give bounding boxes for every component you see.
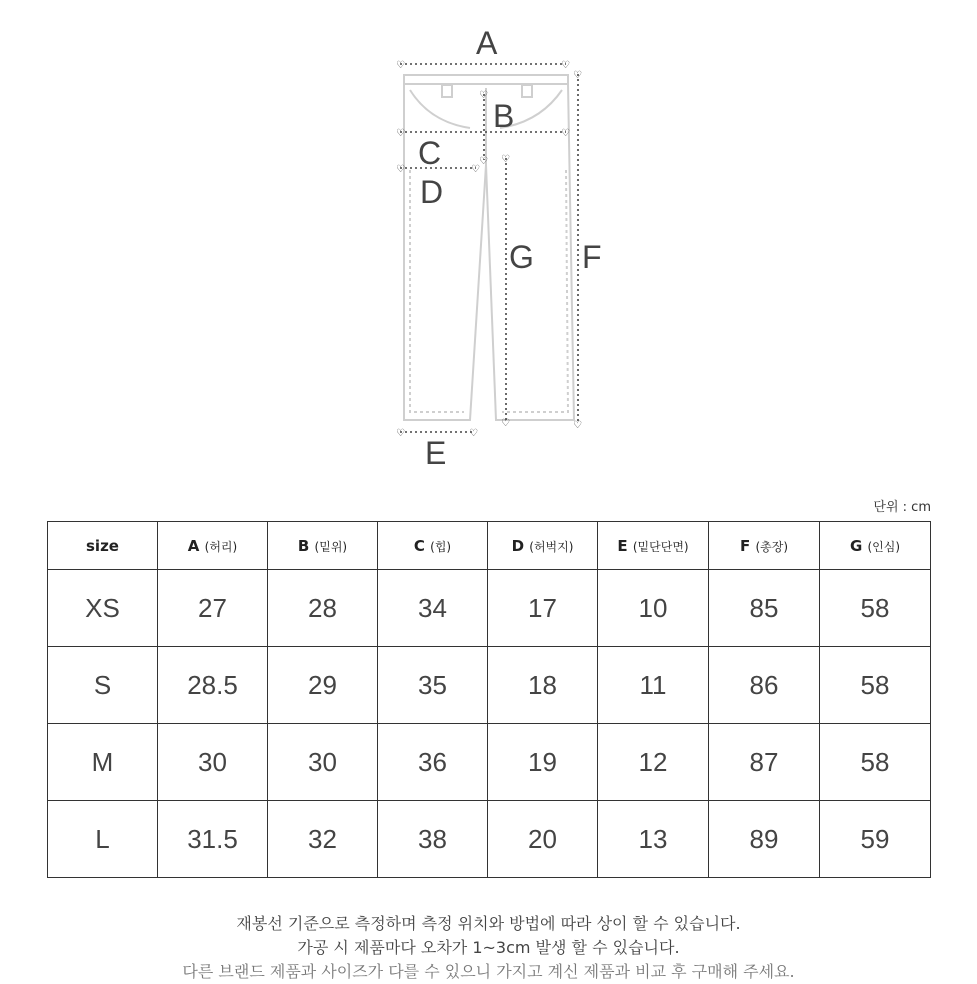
label-d: D [420, 174, 444, 210]
table-cell: 17 [488, 570, 598, 647]
header-b: B (밑위) [268, 522, 378, 570]
svg-text:♡: ♡ [561, 128, 570, 139]
unit-label: 단위 : cm [873, 500, 931, 515]
svg-text:♡: ♡ [469, 428, 478, 439]
size-cell: S [48, 647, 158, 724]
table-cell: 32 [268, 801, 378, 878]
table-cell: 28 [268, 570, 378, 647]
label-c: C [418, 135, 442, 171]
table-cell: 89 [709, 801, 820, 878]
label-g: G [509, 239, 534, 275]
svg-text:♡: ♡ [471, 164, 480, 175]
svg-text:♡: ♡ [396, 164, 405, 175]
header-c: C (힙) [378, 522, 488, 570]
svg-text:♡: ♡ [573, 420, 582, 431]
table-cell: 30 [158, 724, 268, 801]
label-e: E [425, 435, 447, 471]
label-b: B [493, 98, 515, 134]
table-cell: 85 [709, 570, 820, 647]
table-cell: 38 [378, 801, 488, 878]
measurement-notes [0, 912, 977, 984]
table-cell: 27 [158, 570, 268, 647]
svg-text:♡: ♡ [501, 154, 510, 165]
size-cell: XS [48, 570, 158, 647]
table-cell: 18 [488, 647, 598, 724]
svg-text:♡: ♡ [479, 156, 488, 167]
pants-outline [404, 75, 574, 420]
table-cell: 58 [820, 647, 931, 724]
pants-measurement-diagram [0, 0, 977, 480]
svg-text:♡: ♡ [479, 90, 488, 101]
size-table [47, 521, 931, 878]
table-cell: 12 [598, 724, 709, 801]
header-size: size [48, 522, 158, 570]
table-row [48, 647, 931, 724]
table-cell: 36 [378, 724, 488, 801]
header-d: D (허벅지) [488, 522, 598, 570]
label-a: A [476, 25, 498, 61]
table-row [48, 801, 931, 878]
table-cell: 58 [820, 724, 931, 801]
table-cell: 31.5 [158, 801, 268, 878]
table-cell: 13 [598, 801, 709, 878]
svg-text:♡: ♡ [573, 70, 582, 81]
note-line: 가공 시 제품마다 오차가 1~3cm 발생 할 수 있습니다. [297, 938, 680, 957]
table-header-row [48, 522, 931, 570]
table-cell: 28.5 [158, 647, 268, 724]
table-cell: 29 [268, 647, 378, 724]
table-row [48, 724, 931, 801]
table-cell: 35 [378, 647, 488, 724]
header-f: F (총장) [709, 522, 820, 570]
size-cell: L [48, 801, 158, 878]
table-cell: 87 [709, 724, 820, 801]
note-line: 재봉선 기준으로 측정하며 측정 위치와 방법에 따라 상이 할 수 있습니다. [236, 914, 741, 933]
header-a: A (허리) [158, 522, 268, 570]
svg-text:♡: ♡ [396, 60, 405, 71]
table-cell: 19 [488, 724, 598, 801]
table-cell: 10 [598, 570, 709, 647]
table-row [48, 570, 931, 647]
table-cell: 11 [598, 647, 709, 724]
svg-text:♡: ♡ [561, 60, 570, 71]
table-cell: 86 [709, 647, 820, 724]
svg-text:♡: ♡ [396, 128, 405, 139]
size-cell: M [48, 724, 158, 801]
svg-text:♡: ♡ [501, 418, 510, 429]
header-g: G (인심) [820, 522, 931, 570]
header-e: E (밑단단면) [598, 522, 709, 570]
label-f: F [582, 239, 602, 275]
table-cell: 58 [820, 570, 931, 647]
note-line: 다른 브랜드 제품과 사이즈가 다를 수 있으니 가지고 계신 제품과 비교 후 구매해 주세요. [182, 962, 795, 981]
table-cell: 20 [488, 801, 598, 878]
table-cell: 34 [378, 570, 488, 647]
table-cell: 59 [820, 801, 931, 878]
svg-text:♡: ♡ [396, 428, 405, 439]
table-cell: 30 [268, 724, 378, 801]
